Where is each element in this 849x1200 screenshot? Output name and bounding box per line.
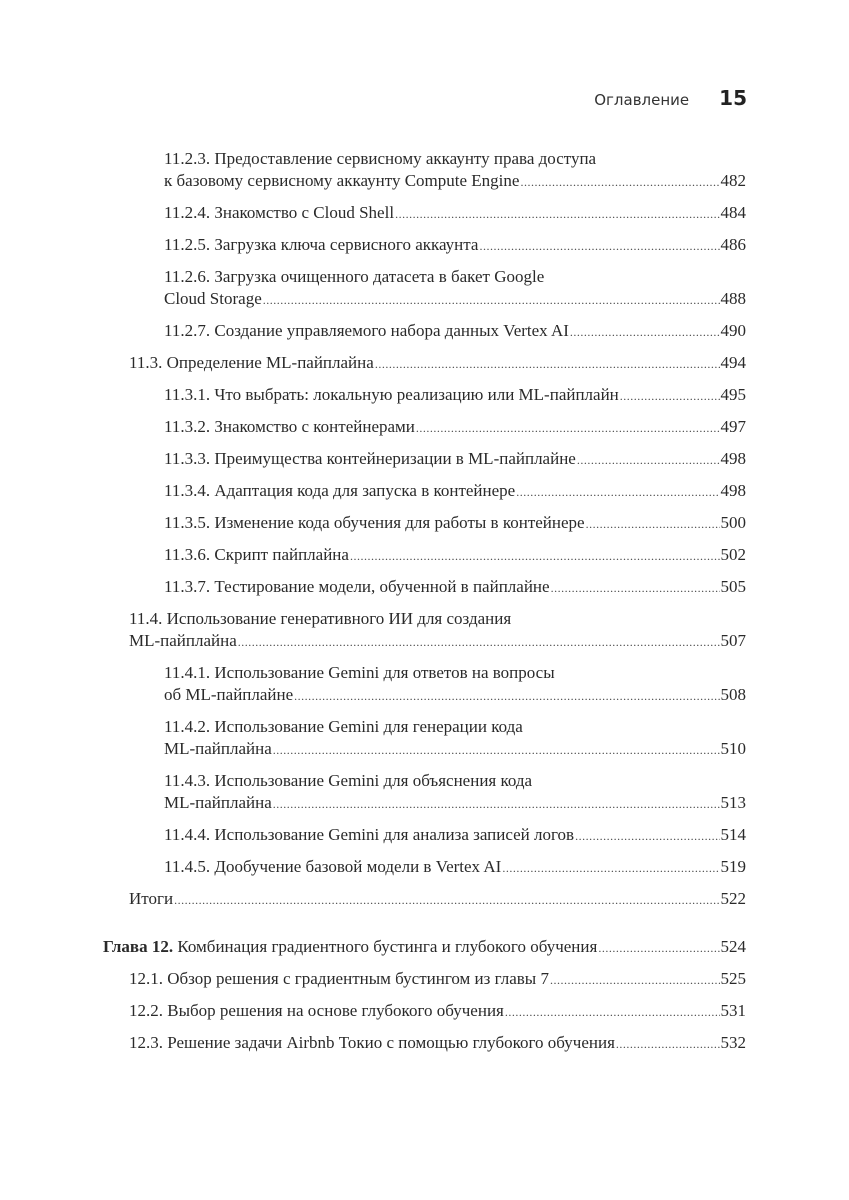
dot-leader: [273, 738, 720, 761]
toc-entry-text: 11.2.5. Загрузка ключа сервисного аккаунта: [164, 235, 479, 254]
toc-entry-page: 524: [720, 937, 746, 956]
running-header-title: Оглавление: [594, 91, 690, 109]
toc-entry[interactable]: [164, 512, 746, 535]
toc-entry-text: 11.4.5. Дообучение базовой модели в Vertex AI: [164, 857, 502, 876]
toc-entry-page: 510: [720, 739, 746, 758]
dot-leader: [375, 352, 720, 375]
dot-leader: [416, 416, 720, 439]
dot-leader: [620, 384, 720, 407]
dot-leader: [586, 512, 720, 535]
toc-entry-text: к базовому сервисному аккаунту Compute Engine: [164, 171, 520, 190]
toc-entry[interactable]: [164, 148, 746, 193]
toc-entry-page: 500: [720, 513, 746, 532]
toc-entry-text: 11.3.5. Изменение кода обучения для работы в контейнере: [164, 513, 585, 532]
dot-leader: [550, 968, 720, 991]
toc-entry-text-line1: 11.4.1. Использование Gemini для ответов на вопросы: [164, 663, 555, 682]
toc-entry[interactable]: [129, 888, 746, 911]
dot-leader: [263, 288, 720, 311]
toc-entry-page: 513: [720, 793, 746, 812]
page-number: 15: [719, 86, 747, 110]
toc-entry[interactable]: [164, 824, 746, 847]
toc-entry[interactable]: [164, 576, 746, 599]
toc-entry[interactable]: [129, 968, 746, 991]
toc-entry-text-line1: 11.2.3. Предоставление сервисному аккаунту права доступа: [164, 149, 597, 168]
toc-entry-page: 494: [720, 353, 746, 372]
dot-leader: [294, 684, 719, 707]
toc-entry-page: 502: [720, 545, 746, 564]
toc-entry[interactable]: [129, 1032, 746, 1055]
toc-entry[interactable]: [164, 770, 746, 815]
dot-leader: [616, 1032, 720, 1055]
toc-entry[interactable]: [164, 416, 746, 439]
toc-entry-page: 522: [720, 889, 746, 908]
toc-entry-page: 490: [720, 321, 746, 340]
toc-entry[interactable]: [164, 266, 746, 311]
toc-entry-text: ML-пайплайна: [164, 793, 272, 812]
toc-entry[interactable]: [164, 716, 746, 761]
toc-entry[interactable]: [164, 320, 746, 343]
toc-entry-text: об ML-пайплайне: [164, 685, 294, 704]
dot-leader: [575, 824, 719, 847]
toc-entry-page: 498: [720, 481, 746, 500]
toc-entry[interactable]: [164, 234, 746, 257]
toc-entry-text: ML-пайплайна: [129, 631, 237, 650]
toc-entry[interactable]: [164, 856, 746, 879]
toc-entry[interactable]: [164, 480, 746, 503]
dot-leader: [570, 320, 720, 343]
toc-entry-page: 532: [720, 1033, 746, 1052]
dot-leader: [516, 480, 719, 503]
toc-entry[interactable]: [129, 608, 746, 653]
running-header: [594, 86, 747, 110]
toc-entry-text: Cloud Storage: [164, 289, 262, 308]
toc-entry-text: 11.2.7. Создание управляемого набора данных Vertex AI: [164, 321, 569, 340]
toc-entry-page: 519: [720, 857, 746, 876]
toc-entry-text-line1: 11.4.3. Использование Gemini для объяснения кода: [164, 771, 533, 790]
dot-leader: [551, 576, 720, 599]
toc-entry-text: 11.3.7. Тестирование модели, обученной в пайплайне: [164, 577, 550, 596]
toc-entry-text: 11.3.1. Что выбрать: локальную реализацию или ML-пайплайн: [164, 385, 619, 404]
toc-entry-text: 11.3. Определение ML-пайплайна: [129, 353, 374, 372]
dot-leader: [350, 544, 720, 567]
toc-entry[interactable]: [129, 1000, 746, 1023]
toc-entry-text: Комбинация градиентного бустинга и глубокого обучения: [173, 937, 598, 956]
dot-leader: [174, 888, 719, 911]
toc-entry-text: Итоги: [129, 889, 174, 908]
toc-entry-page: 497: [720, 417, 746, 436]
toc-chapter-entry[interactable]: [103, 936, 746, 959]
toc-entry[interactable]: [164, 662, 746, 707]
dot-leader: [502, 856, 719, 879]
toc-entry-text-line1: 11.2.6. Загрузка очищенного датасета в бакет Google: [164, 267, 545, 286]
toc-entry-page: 505: [720, 577, 746, 596]
toc-entry-page: 508: [720, 685, 746, 704]
toc-entry-page: 514: [720, 825, 746, 844]
toc-entry[interactable]: [164, 448, 746, 471]
toc-entry-text: 12.3. Решение задачи Airbnb Токио с помощью глубокого обучения: [129, 1033, 615, 1052]
dot-leader: [479, 234, 719, 257]
toc-entry-text: 12.2. Выбор решения на основе глубокого обучения: [129, 1001, 504, 1020]
dot-leader: [520, 170, 719, 193]
toc-entry-page: 486: [720, 235, 746, 254]
toc-entry-text: 11.3.6. Скрипт пайплайна: [164, 545, 349, 564]
toc-entry-page: 495: [720, 385, 746, 404]
toc-entry-text: 11.3.3. Преимущества контейнеризации в ML-пайплайне: [164, 449, 576, 468]
toc-entry-text: ML-пайплайна: [164, 739, 272, 758]
toc-entry-text: 11.3.4. Адаптация кода для запуска в контейнере: [164, 481, 516, 500]
toc-entry-page: 531: [720, 1001, 746, 1020]
dot-leader: [598, 936, 719, 959]
dot-leader: [273, 792, 720, 815]
toc-entry-page: 507: [720, 631, 746, 650]
dot-leader: [238, 630, 720, 653]
toc-entry-text: 11.2.4. Знакомство с Cloud Shell: [164, 203, 395, 222]
toc-entry-text-line1: 11.4. Использование генеративного ИИ для создания: [129, 609, 512, 628]
chapter-label: Глава 12.: [103, 937, 174, 956]
toc-entry[interactable]: [164, 384, 746, 407]
toc-entry-text: 11.4.4. Использование Gemini для анализа записей логов: [164, 825, 575, 844]
toc-entry-page: 484: [720, 203, 746, 222]
toc-entry-page: 488: [720, 289, 746, 308]
toc-entry-text: 11.3.2. Знакомство с контейнерами: [164, 417, 415, 436]
toc-entry-page: 525: [720, 969, 746, 988]
dot-leader: [577, 448, 720, 471]
toc-entry-page: 482: [720, 171, 746, 190]
toc-entry-text: 12.1. Обзор решения с градиентным бустингом из главы 7: [129, 969, 549, 988]
toc-entry-page: 498: [720, 449, 746, 468]
toc-entry[interactable]: [164, 544, 746, 567]
toc-entry[interactable]: [164, 202, 746, 225]
dot-leader: [395, 202, 719, 225]
toc-entry[interactable]: [129, 352, 746, 375]
dot-leader: [505, 1000, 720, 1023]
toc-entry-text-line1: 11.4.2. Использование Gemini для генерации кода: [164, 717, 523, 736]
